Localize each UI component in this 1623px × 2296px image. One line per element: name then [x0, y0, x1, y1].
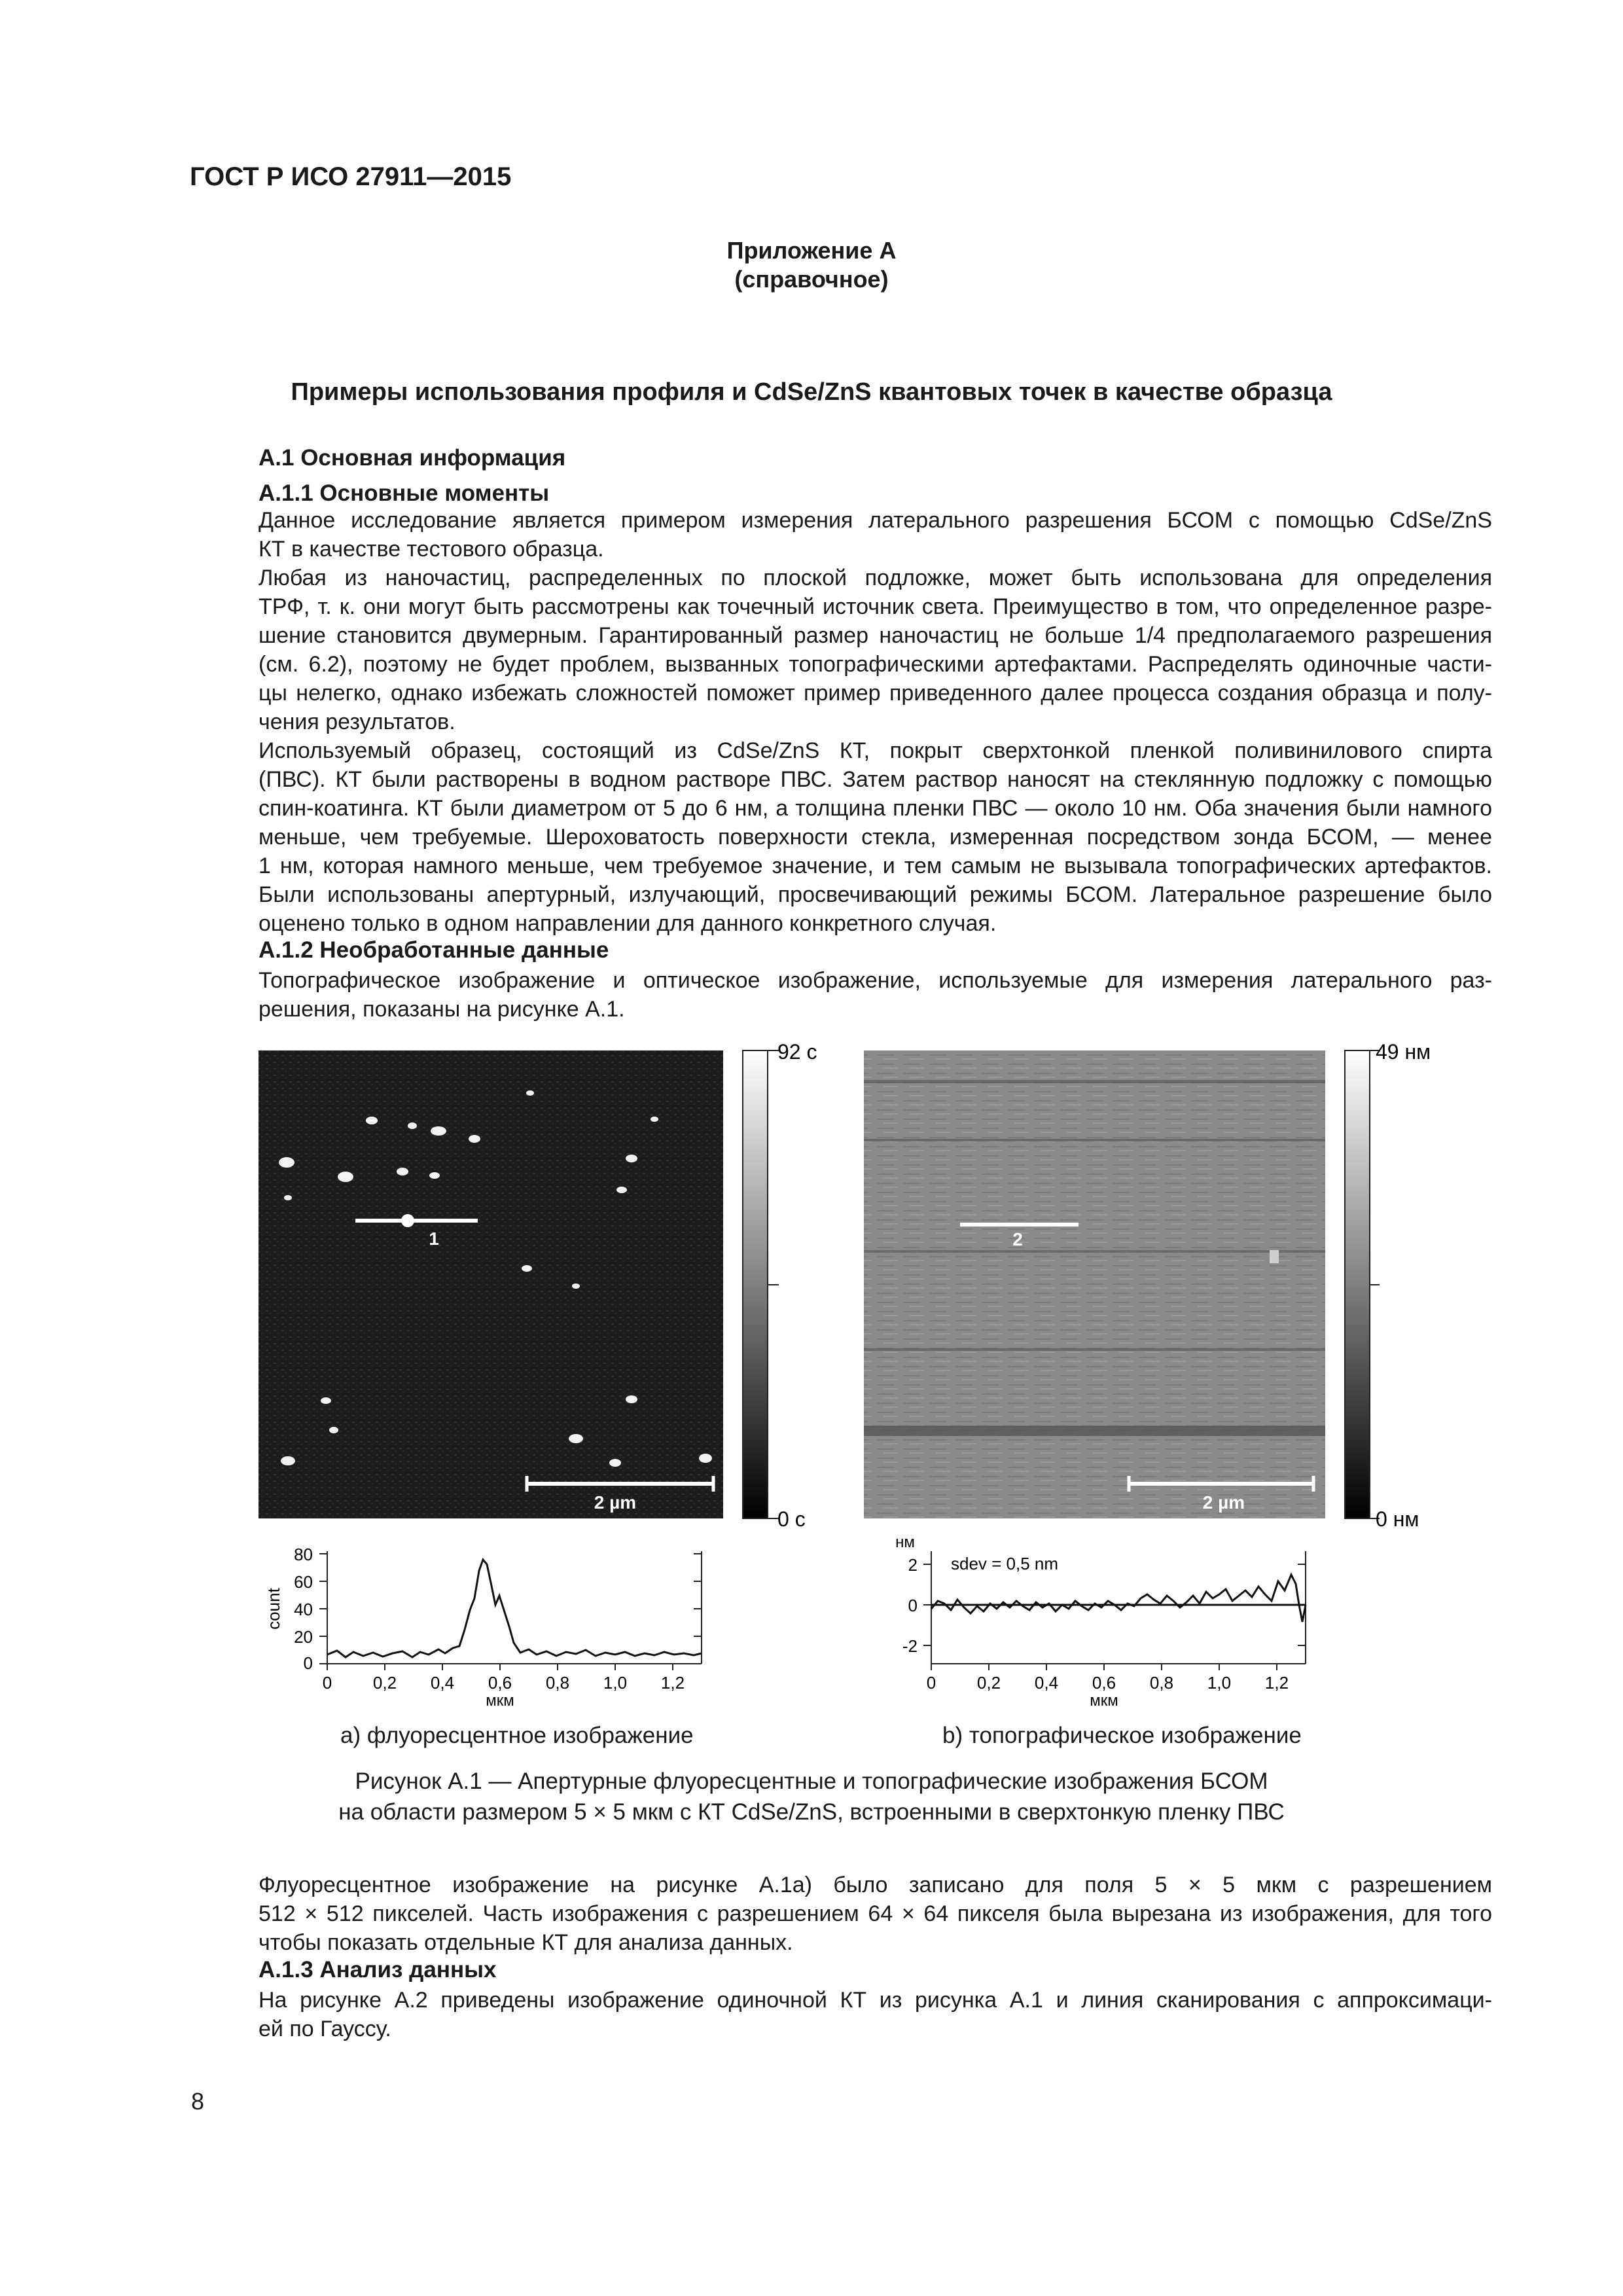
paragraph-3-line-2: (ПВС). КТ были растворены в водном растворе ПВС. Затем раствор наносят на стеклянную подложку с помощью	[259, 767, 1492, 792]
colorbar-left-max: 92 с	[777, 1040, 817, 1064]
ytick-40: 40	[294, 1600, 313, 1619]
topography-image	[864, 1050, 1325, 1518]
x-axis-label-right: мкм	[1090, 1692, 1118, 1710]
colorbar-left	[743, 1040, 817, 1531]
appendix-type: (справочное)	[734, 266, 889, 293]
ytick-80: 80	[294, 1545, 313, 1564]
paragraph-1-line-2: КТ в качестве тестового образца.	[259, 537, 604, 562]
section-a11: А.1.1 Основные моменты	[259, 480, 550, 506]
paragraph-4-line-2: решения, показаны на рисунке А.1.	[259, 997, 625, 1022]
paragraph-3-line-5: 1 нм, которая намного меньше, чем требуемое значение, и тем самым не вызывала топографических артефактов.	[259, 853, 1492, 878]
scan-line-2-label: 2	[1012, 1229, 1023, 1249]
xtick-right-4: 0,8	[1149, 1673, 1174, 1693]
profile-plot-right	[895, 1534, 1306, 1710]
colorbar-right	[1345, 1040, 1431, 1531]
appendix-label: Приложение А	[726, 237, 897, 264]
subcaption-b: b) топографическое изображение	[942, 1723, 1302, 1748]
section-a1: А.1 Основная информация	[259, 445, 566, 471]
figure-a1	[249, 1034, 1431, 1741]
figure-caption-line-2: на области размером 5 × 5 мкм с КТ CdSe/ZnS, встроенными в сверхтонкую пленку ПВС	[338, 1799, 1285, 1825]
colorbar-left-min: 0 с	[777, 1507, 806, 1531]
xtick-left-6: 1,2	[660, 1673, 685, 1693]
paragraph-6-line-1: На рисунке А.2 приведены изображение одиночной КТ из рисунка А.1 и линия сканирования с аппроксимаци-	[259, 1988, 1492, 2013]
paragraph-2-line-1: Любая из наночастиц, распределенных по плоской подложке, может быть использована для определения	[259, 565, 1492, 590]
appendix-title: Примеры использования профиля и CdSe/ZnS квантовых точек в качестве образца	[291, 378, 1332, 406]
profile-line-right	[931, 1575, 1306, 1622]
paragraph-5-line-2: 512 × 512 пикселей. Часть изображения с разрешением 64 × 64 пикселя была вырезана из изображения, для того	[259, 1901, 1492, 1926]
subcaption-a: a) флуоресцентное изображение	[340, 1723, 694, 1748]
figure-caption-line-1: Рисунок А.1 — Апертурные флуоресцентные и топографические изображения БСОМ	[355, 1768, 1268, 1794]
paragraph-6-line-2: ей по Гауссу.	[259, 2017, 391, 2041]
ytick-right-0: 0	[908, 1596, 918, 1615]
xtick-left-0: 0	[322, 1673, 332, 1693]
paragraph-5-line-1: Флуоресцентное изображение на рисунке А.1а) было записано для поля 5 × 5 мкм с разрешением	[259, 1873, 1492, 1897]
xtick-left-4: 0,8	[545, 1673, 570, 1693]
ytick-60: 60	[294, 1572, 313, 1592]
xtick-right-2: 0,4	[1034, 1673, 1059, 1693]
ytick-20: 20	[294, 1627, 313, 1647]
profile-line-left	[327, 1560, 702, 1657]
scan-point	[401, 1214, 414, 1227]
ytick-right-2: 2	[908, 1555, 918, 1575]
paragraph-3-line-3: спин-коатинга. КТ были диаметром от 5 до 6 нм, а толщина пленки ПВС — около 10 нм. Оба значения были намного	[259, 796, 1492, 821]
document-header: ГОСТ Р ИСО 27911—2015	[190, 162, 512, 191]
paragraph-3-line-4: меньше, чем требуемые. Шероховатость поверхности стекла, измеренная посредством зонда БСОМ, — менее	[259, 825, 1492, 850]
paragraph-2-line-6: чения результатов.	[259, 709, 455, 734]
ytick-0: 0	[303, 1653, 313, 1673]
paragraph-3-line-1: Используемый образец, состоящий из CdSe/ZnS КТ, покрыт сверхтонкой пленкой поливинилового спирта	[259, 738, 1492, 763]
colorbar-right-max: 49 нм	[1376, 1040, 1431, 1064]
xtick-left-3: 0,6	[488, 1673, 512, 1693]
sdev-annotation: sdev = 0,5 nm	[951, 1554, 1059, 1573]
xtick-left-5: 1,0	[603, 1673, 628, 1693]
ytick-right-neg2: -2	[902, 1636, 918, 1656]
xtick-right-3: 0,6	[1092, 1673, 1116, 1693]
x-axis-label-left: мкм	[486, 1692, 514, 1710]
xtick-right-5: 1,0	[1207, 1673, 1232, 1693]
paragraph-2-line-4: (см. 6.2), поэтому не будет проблем, вызванных топографическими артефактами. Распределять одиночные части-	[259, 652, 1492, 677]
profile-plot-left	[264, 1545, 702, 1710]
section-a12: А.1.2 Необработанные данные	[259, 937, 609, 963]
paragraph-2-line-2: ТРФ, т. к. они могут быть рассмотрены как точечный источник света. Преимущество в том, что определенное разре-	[259, 594, 1492, 619]
paragraph-3-line-7: оценено только в одном направлении для данного конкретного случая.	[259, 911, 997, 936]
xtick-right-0: 0	[926, 1673, 936, 1693]
xtick-left-2: 0,4	[430, 1673, 455, 1693]
scan-line-1-label: 1	[429, 1229, 439, 1249]
xtick-right-1: 0,2	[976, 1673, 1001, 1693]
paragraph-4-line-1: Топографическое изображение и оптическое изображение, используемые для измерения латерального раз-	[259, 968, 1492, 993]
colorbar-right-min: 0 нм	[1376, 1507, 1419, 1531]
y-unit-right: нм	[895, 1534, 915, 1551]
scalebar-right-label: 2 µm	[1202, 1492, 1245, 1513]
fluorescence-image	[259, 1050, 723, 1518]
xtick-right-6: 1,2	[1264, 1673, 1289, 1693]
xtick-left-1: 0,2	[372, 1673, 397, 1693]
paragraph-5-line-3: чтобы показать отдельные КТ для анализа данных.	[259, 1930, 793, 1955]
paragraph-3-line-6: Были использованы апертурный, излучающий, просвечивающий режимы БСОМ. Латеральное разрешение было	[259, 882, 1492, 907]
y-axis-label: count	[264, 1588, 283, 1630]
paragraph-2-line-3: шение становится двумерным. Гарантированный размер наночастиц не больше 1/4 предполагаемого разрешения	[259, 623, 1492, 648]
page-number: 8	[191, 2088, 205, 2115]
section-a13: А.1.3 Анализ данных	[259, 1957, 497, 1982]
scalebar-left-label: 2 µm	[594, 1492, 637, 1513]
paragraph-2-line-5: цы нелегко, однако избежать сложностей поможет пример приведенного далее процесса создания образца и полу-	[259, 681, 1492, 706]
paragraph-1-line-1: Данное исследование является примером измерения латерального разрешения БСОМ с помощью CdSe/ZnS	[259, 508, 1492, 533]
